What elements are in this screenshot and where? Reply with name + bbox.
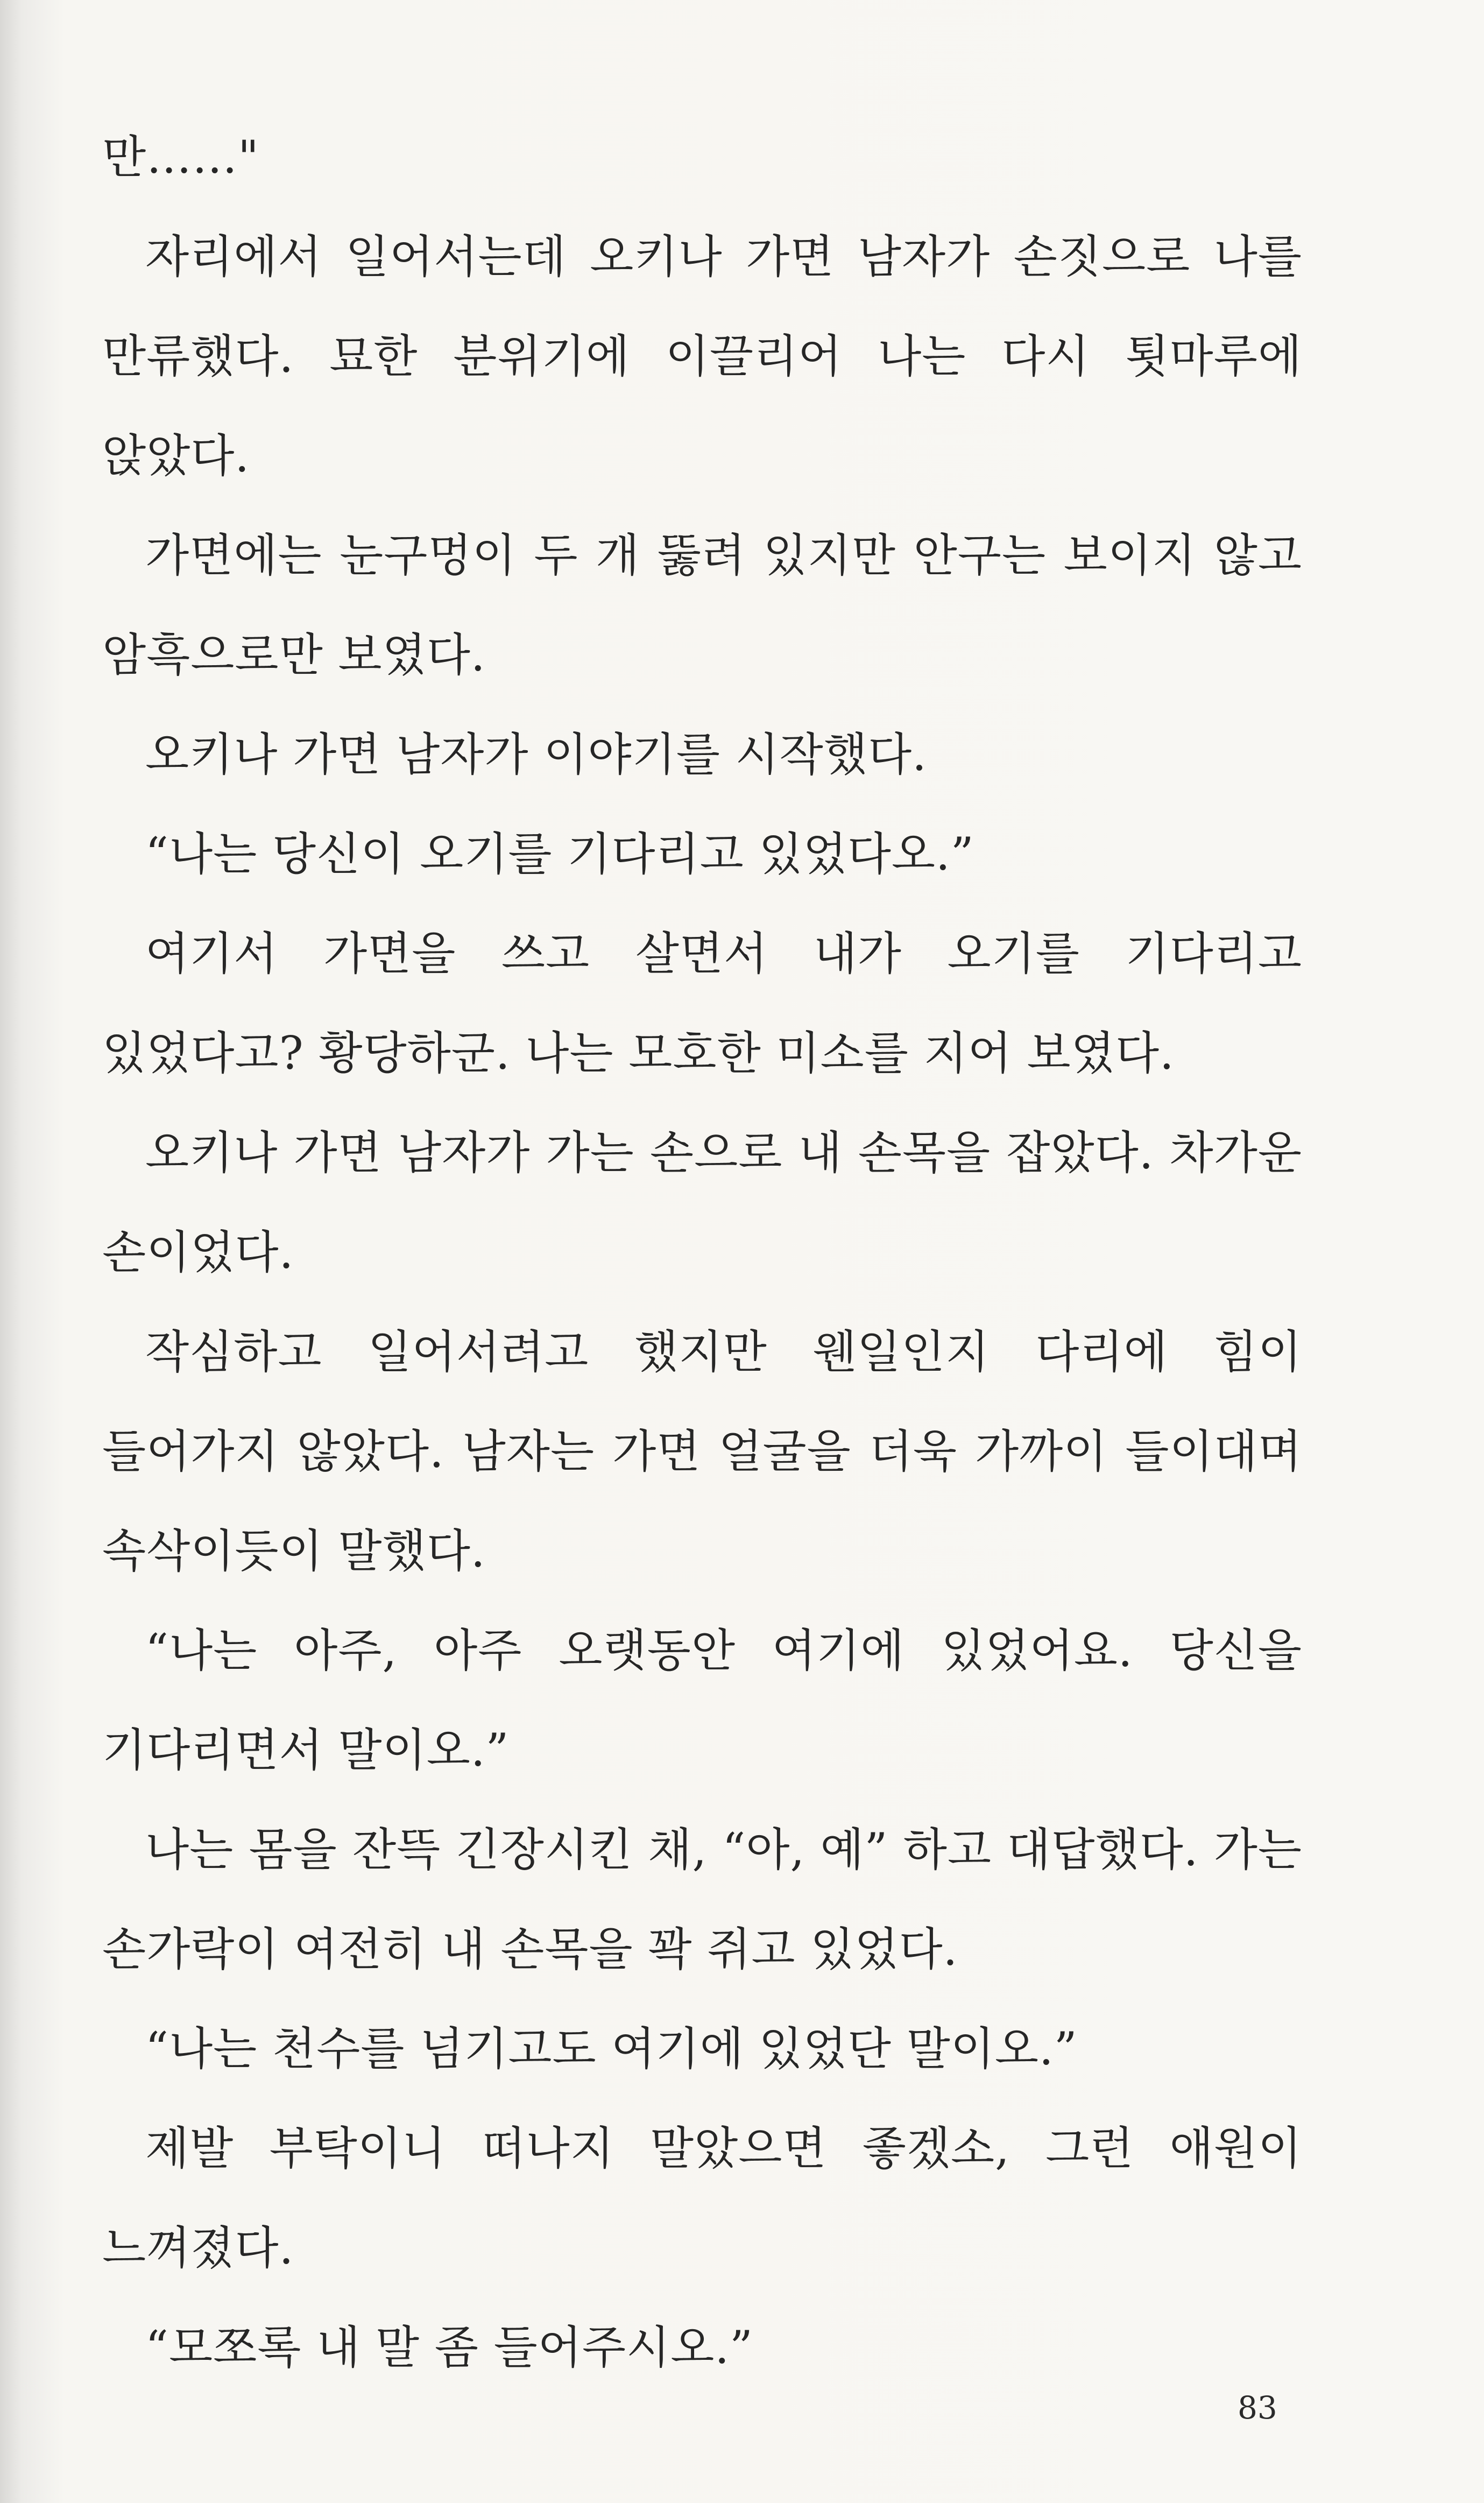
paragraph: 작심하고 일어서려고 했지만 웬일인지 다리에 힘이 들어가지 않았다. 남자는 가면 얼굴을 더욱 가까이 들이대며 속삭이듯이 말했다. (102, 1325, 1302, 1577)
paragraph: 여기서 가면을 쓰고 살면서 내가 오기를 기다리고 있었다고? 황당하군. 나는 모호한 미소를 지어 보였다. (102, 927, 1302, 1080)
paragraph: “나는 당신이 오기를 기다리고 있었다오.” (145, 828, 974, 880)
paragraph: 오키나 가면 남자가 가는 손으로 내 손목을 잡았다. 차가운 손이었다. (102, 1126, 1302, 1279)
paragraph: 자리에서 일어서는데 오키나 가면 남자가 손짓으로 나를 만류했다. 묘한 분위기에 이끌리어 나는 다시 툇마루에 앉았다. (102, 230, 1302, 482)
paragraph: 제발 부탁이니 떠나지 말았으면 좋겠소, 그런 애원이 느껴졌다. (102, 2122, 1302, 2274)
paragraph: 오키나 가면 남자가 이야기를 시작했다. (145, 728, 927, 781)
body-text (102, 108, 1302, 2398)
paragraph: “나는 천수를 넘기고도 여기에 있었단 말이오.” (145, 2022, 1078, 2075)
paragraph: 가면에는 눈구멍이 두 개 뚫려 있지만 안구는 보이지 않고 암흑으로만 보였다. (102, 529, 1302, 681)
paragraph: 만……" (102, 131, 259, 184)
paragraph: “나는 아주, 아주 오랫동안 여기에 있었어요. 당신을 기다리면서 말이오.” (102, 1624, 1302, 1776)
paragraph: 나는 몸을 잔뜩 긴장시킨 채, “아, 예” 하고 대답했다. 가는 손가락이 여전히 내 손목을 꽉 쥐고 있었다. (102, 1823, 1302, 1976)
page-number: 83 (1238, 2389, 1277, 2426)
paragraph: “모쪼록 내 말 좀 들어주시오.” (145, 2321, 753, 2374)
